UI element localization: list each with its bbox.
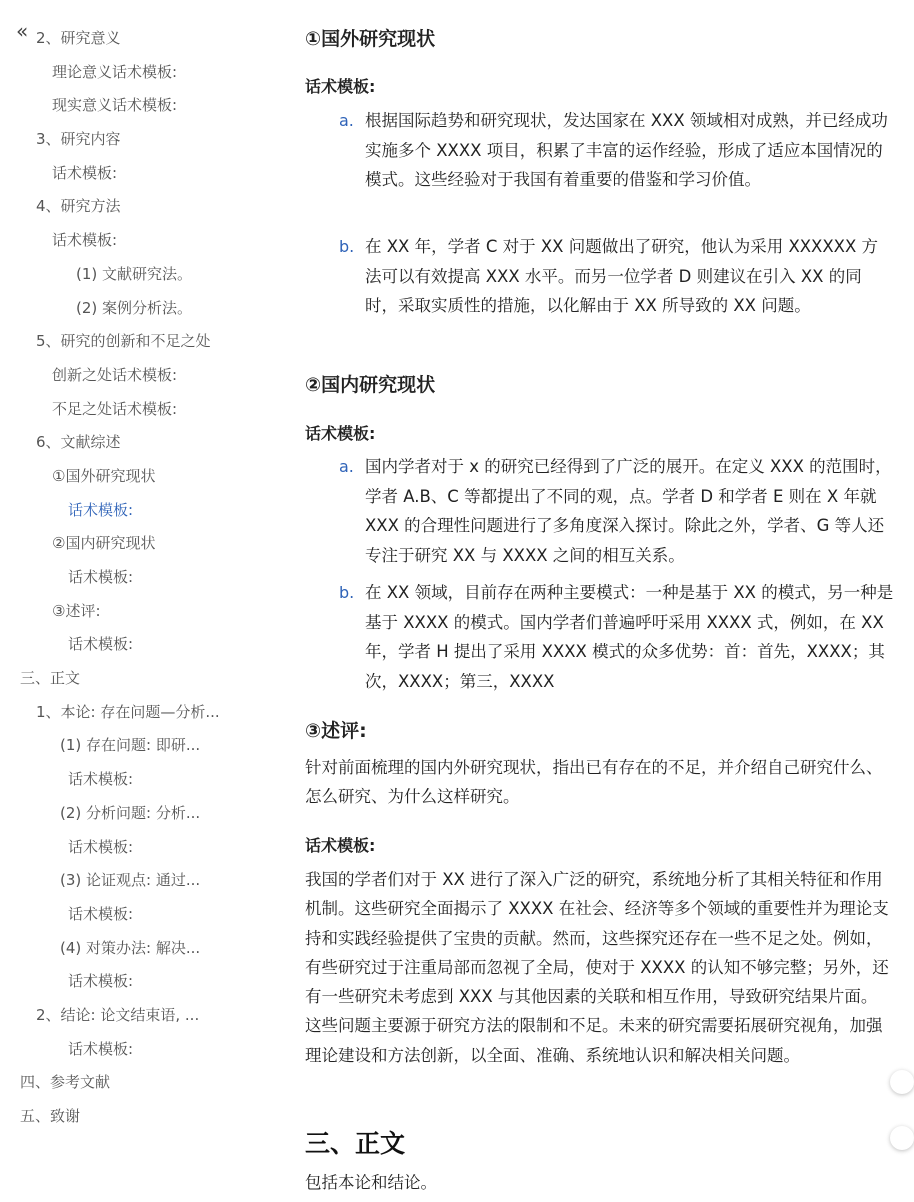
toc-item[interactable]: (4) 对策办法: 解决... bbox=[60, 938, 201, 957]
list-item bbox=[339, 578, 894, 696]
toc-item[interactable]: 话术模板: bbox=[68, 1039, 134, 1058]
heading-review: ③述评: bbox=[305, 720, 367, 742]
toc-item[interactable]: 话术模板: bbox=[68, 837, 134, 856]
toc-item[interactable]: 话术模板: bbox=[68, 568, 134, 586]
heading-foreign-research: ①国外研究现状 bbox=[305, 28, 436, 50]
toc-item[interactable]: 话术模板: bbox=[68, 904, 134, 923]
toc-item[interactable]: (2) 案例分析法。 bbox=[76, 298, 193, 317]
heading-domestic-research: ②国内研究现状 bbox=[305, 374, 436, 396]
template-label: 话术模板: bbox=[305, 424, 376, 443]
review-template-text: 我国的学者们对于 XX 进行了深入广泛的研究，系统地分析了其相关特征和作用机制。这些研究全面揭示了 XXXX 在社会、经济等多个领域的重要性并为理论支持和实践经验提供了宝贵的贡献。然而，这些探究还存在一些不足之处。例如，有些研究过于注重局部而忽视了全局，使对于 XXXX 的认知不够完整；另外，还有一些研究未考虑到 XXX 与其他因素的关联和相互作用，导致研究结果片面。这些问题主要源于研究方法的限制和不足。未来的研究需要拓展研究视角，加强理论建设和方法创新，以全面、准确、系统地认识和解决相关问题。 bbox=[305, 870, 889, 1065]
toc-item[interactable]: ③述评: bbox=[52, 601, 101, 620]
toc-item[interactable]: 3、研究内容 bbox=[36, 130, 121, 149]
collapse-sidebar-icon[interactable]: « bbox=[16, 19, 29, 43]
toc-scroll-area[interactable] bbox=[0, 29, 290, 1202]
toc-item[interactable]: 现实意义话术模板: bbox=[52, 96, 178, 115]
toc-item[interactable]: 2、结论: 论文结束语, ... bbox=[36, 1005, 200, 1024]
list-marker: a. bbox=[339, 457, 354, 476]
toc-item[interactable]: 话术模板: bbox=[52, 231, 118, 250]
review-intro: 针对前面梳理的国内外研究现状，指出已有存在的不足，并介绍自己研究什么、怎么研究、为什么这样研究。 bbox=[305, 758, 883, 807]
toc-item[interactable]: 话术模板: bbox=[52, 163, 118, 182]
template-label: 话术模板: bbox=[305, 77, 376, 96]
list-item-text: 国内学者对于 x 的研究已经得到了广泛的展开。在定义 XXX 的范围时，学者 A.B、C 等都提出了不同的观，点。学者 D 和学者 E 则在 X 年就 XXX 的合理性问题进行了多角度深入探讨。除此之外，学者、G 等人还专注于研究 XX 与 XXXX 之间的相互关系。 bbox=[365, 457, 892, 565]
main-body-intro: 包括本论和结论。 bbox=[305, 1173, 437, 1192]
list-marker: b. bbox=[339, 583, 355, 602]
toc-item[interactable]: (3) 论证观点: 通过... bbox=[60, 871, 201, 890]
list-marker: a. bbox=[339, 111, 354, 130]
floating-action-button[interactable] bbox=[890, 1126, 914, 1150]
toc-item[interactable]: 创新之处话术模板: bbox=[52, 365, 178, 384]
list-item bbox=[339, 232, 894, 321]
toc-item[interactable]: (2) 分析问题: 分析... bbox=[60, 803, 201, 822]
toc-item[interactable]: 话术模板: bbox=[68, 635, 134, 654]
list-item-text: 根据国际趋势和研究现状，发达国家在 XXX 领域相对成熟，并已经成功实施多个 XXXX 项目，积累了丰富的运作经验，形成了适应本国情况的模式。这些经验对于我国有着重要的借鉴和学习价值。 bbox=[365, 111, 888, 189]
toc-item[interactable]: (1) 存在问题: 即研... bbox=[60, 736, 201, 755]
toc-item[interactable]: 4、研究方法 bbox=[36, 197, 121, 216]
heading-main-body: 三、正文 bbox=[305, 1129, 406, 1158]
toc-item[interactable]: ②国内研究现状 bbox=[52, 534, 156, 553]
toc-item[interactable]: 5、研究的创新和不足之处 bbox=[36, 332, 211, 351]
toc-item[interactable]: 话术模板: bbox=[68, 500, 134, 519]
toc-item[interactable]: 1、本论: 存在问题—分析... bbox=[36, 702, 220, 721]
toc-item[interactable]: 理论意义话术模板: bbox=[52, 62, 178, 81]
list-marker: b. bbox=[339, 237, 355, 256]
toc-item[interactable]: 6、文献综述 bbox=[36, 433, 121, 452]
toc-item[interactable]: 三、正文 bbox=[20, 669, 81, 688]
toc-item[interactable]: (1) 文献研究法。 bbox=[76, 264, 193, 283]
toc-list bbox=[0, 19, 290, 1134]
template-label: 话术模板: bbox=[305, 836, 376, 855]
toc-item[interactable]: 话术模板: bbox=[68, 770, 134, 789]
list-item bbox=[339, 452, 894, 570]
floating-action-button[interactable] bbox=[890, 1070, 914, 1094]
toc-sidebar bbox=[0, 0, 290, 1200]
toc-item[interactable]: 话术模板: bbox=[68, 972, 134, 991]
toc-item[interactable]: 2、研究意义 bbox=[36, 29, 121, 47]
document-content bbox=[305, 0, 895, 1200]
toc-item[interactable]: 四、参考文献 bbox=[20, 1073, 111, 1092]
toc-item[interactable]: 不足之处话术模板: bbox=[52, 399, 178, 418]
toc-item[interactable]: ①国外研究现状 bbox=[52, 466, 156, 485]
list-item-text: 在 XX 领域，目前存在两种主要模式：一种是基于 XX 的模式，另一种是基于 XXXX 的模式。国内学者们普遍呼吁采用 XXXX 式，例如，在 XX 年，学者 H 提出了采用 XXXX 模式的众多优势：首：首先，XXXX；其次，XXXX；第三，XXXX bbox=[365, 583, 894, 691]
list-item-text: 在 XX 年，学者 C 对于 XX 问题做出了研究，他认为采用 XXXXXX 方法可以有效提高 XXX 水平。而另一位学者 D 则建议在引入 XX 的同时，采取实质性的措施，以化解由于 XX 所导致的 XX 问题。 bbox=[365, 237, 879, 315]
toc-item[interactable]: 五、致谢 bbox=[20, 1107, 81, 1125]
list-item bbox=[339, 106, 894, 195]
